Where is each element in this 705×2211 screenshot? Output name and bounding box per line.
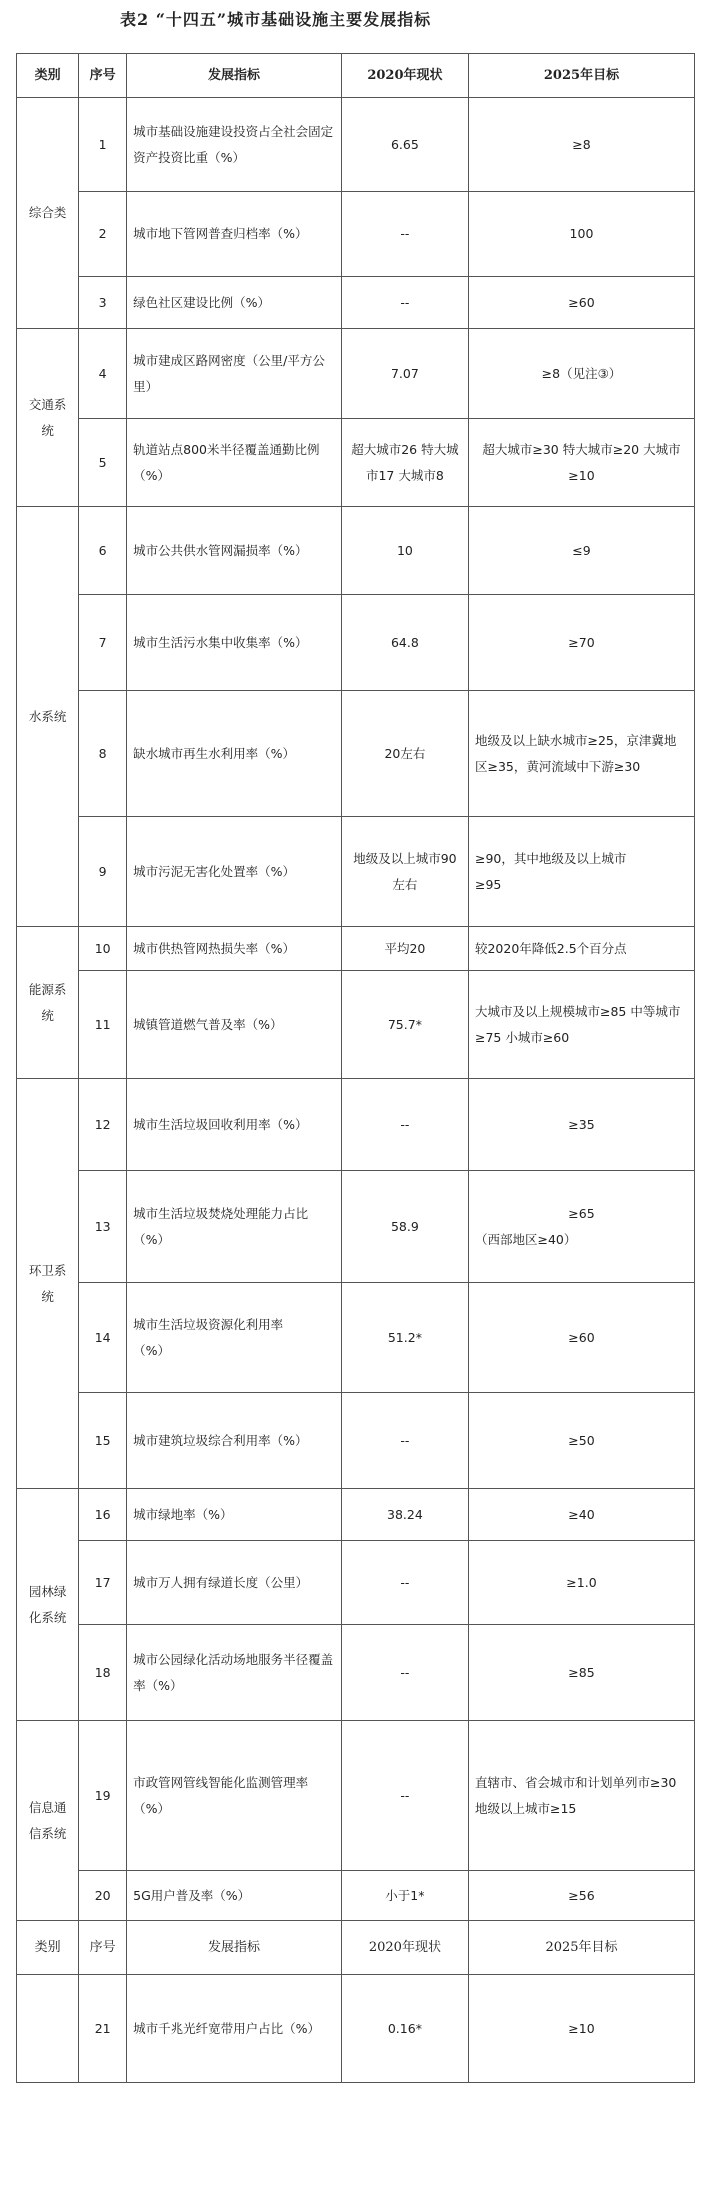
row-current: 20左右 xyxy=(341,691,468,817)
row-target-cell xyxy=(468,1721,694,1871)
row-target: 超大城市≥30 特大城市≥20 大城市≥10 xyxy=(468,419,694,507)
row-target: 100 xyxy=(468,192,694,277)
row-target: ≥40 xyxy=(468,1489,694,1541)
row-indicator: 城市污泥无害化处置率（%） xyxy=(127,817,342,927)
row-no: 18 xyxy=(79,1625,127,1721)
table-row xyxy=(17,1541,695,1625)
row-current: -- xyxy=(341,1079,468,1171)
row-indicator: 5G用户普及率（%） xyxy=(127,1871,342,1921)
table-row xyxy=(17,927,695,971)
row-current: -- xyxy=(341,1541,468,1625)
row-indicator: 绿色社区建设比例（%） xyxy=(127,277,342,329)
header-no: 序号 xyxy=(79,54,127,98)
row-target: ≥90，其中地级及以上城市 xyxy=(474,850,627,866)
table-row xyxy=(17,1975,695,2083)
category-cell xyxy=(17,1975,79,2083)
header-current: 2020年现状 xyxy=(341,1921,468,1975)
row-target-extra: 地级以上城市≥15 xyxy=(474,1800,577,1816)
category-cell: 园林绿化系统 xyxy=(17,1489,79,1721)
row-target: 地级及以上缺水城市≥25，京津冀地区≥35，黄河流域中下游≥30 xyxy=(468,691,694,817)
row-current: 0.16* xyxy=(341,1975,468,2083)
row-indicator: 城市建筑垃圾综合利用率（%） xyxy=(127,1393,342,1489)
row-target: ≥50 xyxy=(468,1393,694,1489)
row-indicator: 城市地下管网普查归档率（%） xyxy=(127,192,342,277)
row-indicator: 城市生活垃圾回收利用率（%） xyxy=(127,1079,342,1171)
row-no: 3 xyxy=(79,277,127,329)
row-target: ≥70 xyxy=(468,595,694,691)
row-no: 12 xyxy=(79,1079,127,1171)
header-category: 类别 xyxy=(17,54,79,98)
row-indicator-cell xyxy=(127,1283,342,1393)
row-target: ≥60 xyxy=(468,1283,694,1393)
row-no: 8 xyxy=(79,691,127,817)
row-target: ≥65 xyxy=(568,1205,595,1221)
header-category: 类别 xyxy=(17,1921,79,1975)
row-no: 5 xyxy=(79,419,127,507)
table-row xyxy=(17,1393,695,1489)
row-no: 14 xyxy=(79,1283,127,1393)
row-target-cell xyxy=(468,817,694,927)
row-indicator: 城市供热管网热损失率（%） xyxy=(127,927,342,971)
row-target: ≥8（见注③） xyxy=(468,329,694,419)
row-target: ≥10 xyxy=(468,1975,694,2083)
row-target: ≥60 xyxy=(468,277,694,329)
table-row xyxy=(17,1625,695,1721)
row-indicator: 城市建成区路网密度（公里/平方公里） xyxy=(127,329,342,419)
table-row xyxy=(17,277,695,329)
row-no: 20 xyxy=(79,1871,127,1921)
category-cell: 交通系统 xyxy=(17,329,79,507)
row-indicator: 缺水城市再生水利用率（%） xyxy=(127,691,342,817)
row-no: 4 xyxy=(79,329,127,419)
row-current: 75.7* xyxy=(341,971,468,1079)
table-row xyxy=(17,329,695,419)
row-indicator: 城市绿地率（%） xyxy=(127,1489,342,1541)
table-row xyxy=(17,1171,695,1283)
header-indicator: 发展指标 xyxy=(127,54,342,98)
row-no: 17 xyxy=(79,1541,127,1625)
row-current: 超大城市26 特大城市17 大城市8 xyxy=(341,419,468,507)
row-no: 13 xyxy=(79,1171,127,1283)
row-current: 58.9 xyxy=(341,1171,468,1283)
row-current: 51.2* xyxy=(341,1283,468,1393)
row-current: 6.65 xyxy=(341,98,468,192)
row-current: -- xyxy=(341,1393,468,1489)
header-no: 序号 xyxy=(79,1921,127,1975)
row-current: 7.07 xyxy=(341,329,468,419)
row-no: 1 xyxy=(79,98,127,192)
row-indicator: 城市生活垃圾资源化利用率 xyxy=(133,1316,284,1332)
row-current: -- xyxy=(341,1721,468,1871)
row-current: -- xyxy=(341,192,468,277)
row-target: 较2020年降低2.5个百分点 xyxy=(468,927,694,971)
row-indicator: 轨道站点800米半径覆盖通勤比例（%） xyxy=(127,419,342,507)
repeated-header-row xyxy=(17,1921,695,1975)
category-cell: 综合类 xyxy=(17,98,79,329)
row-no: 9 xyxy=(79,817,127,927)
row-indicator-extra: （%） xyxy=(133,1342,171,1358)
table-row xyxy=(17,691,695,817)
row-target: ≥85 xyxy=(468,1625,694,1721)
category-cell: 信息通信系统 xyxy=(17,1721,79,1921)
table-row xyxy=(17,1283,695,1393)
row-indicator: 城市公共供水管网漏损率（%） xyxy=(127,507,342,595)
row-current: 地级及以上城市90左右 xyxy=(341,817,468,927)
table-row xyxy=(17,192,695,277)
category-cell: 环卫系统 xyxy=(17,1079,79,1489)
table-header-row xyxy=(17,54,695,98)
row-target-extra: （西部地区≥40） xyxy=(474,1231,577,1247)
row-current: 小于1* xyxy=(341,1871,468,1921)
category-cell: 水系统 xyxy=(17,507,79,927)
table-row xyxy=(17,98,695,192)
row-no: 11 xyxy=(79,971,127,1079)
header-target: 2025年目标 xyxy=(468,1921,694,1975)
row-indicator: 城市生活垃圾焚烧处理能力占比（%） xyxy=(127,1171,342,1283)
category-cell: 能源系统 xyxy=(17,927,79,1079)
row-current: 10 xyxy=(341,507,468,595)
indicator-table xyxy=(16,53,695,2083)
row-target: ≥8 xyxy=(468,98,694,192)
row-indicator: 城市生活污水集中收集率（%） xyxy=(127,595,342,691)
row-indicator: 城镇管道燃气普及率（%） xyxy=(127,971,342,1079)
row-target-cell xyxy=(468,1171,694,1283)
row-indicator: 城市基础设施建设投资占全社会固定资产投资比重（%） xyxy=(127,98,342,192)
row-indicator: 城市公园绿化活动场地服务半径覆盖率（%） xyxy=(127,1625,342,1721)
row-target: ≤9 xyxy=(468,507,694,595)
row-indicator: 市政管网管线智能化监测管理率（%） xyxy=(127,1721,342,1871)
header-current: 2020年现状 xyxy=(341,54,468,98)
row-current: -- xyxy=(341,277,468,329)
row-target: 大城市及以上规模城市≥85 中等城市≥75 小城市≥60 xyxy=(468,971,694,1079)
row-current: 平均20 xyxy=(341,927,468,971)
row-indicator: 城市千兆光纤宽带用户占比（%） xyxy=(127,1975,342,2083)
row-no: 16 xyxy=(79,1489,127,1541)
row-no: 21 xyxy=(79,1975,127,2083)
row-target: 直辖市、省会城市和计划单列市≥30 xyxy=(474,1774,677,1790)
row-target: ≥56 xyxy=(468,1871,694,1921)
row-target-extra: ≥95 xyxy=(474,876,502,892)
table-row xyxy=(17,817,695,927)
table-row xyxy=(17,595,695,691)
row-indicator: 城市万人拥有绿道长度（公里） xyxy=(127,1541,342,1625)
table-row xyxy=(17,419,695,507)
row-no: 2 xyxy=(79,192,127,277)
row-no: 19 xyxy=(79,1721,127,1871)
row-current: -- xyxy=(341,1625,468,1721)
table-title: 表2 “十四五”城市基础设施主要发展指标 xyxy=(120,10,432,29)
row-current: 64.8 xyxy=(341,595,468,691)
row-no: 6 xyxy=(79,507,127,595)
header-target: 2025年目标 xyxy=(468,54,694,98)
header-indicator: 发展指标 xyxy=(127,1921,342,1975)
row-target: ≥1.0 xyxy=(468,1541,694,1625)
row-target: ≥35 xyxy=(468,1079,694,1171)
row-no: 10 xyxy=(79,927,127,971)
table-row xyxy=(17,1489,695,1541)
row-current: 38.24 xyxy=(341,1489,468,1541)
row-no: 7 xyxy=(79,595,127,691)
table-row xyxy=(17,507,695,595)
table-row xyxy=(17,1871,695,1921)
table-row xyxy=(17,1079,695,1171)
table-row xyxy=(17,971,695,1079)
row-no: 15 xyxy=(79,1393,127,1489)
table-row xyxy=(17,1721,695,1871)
